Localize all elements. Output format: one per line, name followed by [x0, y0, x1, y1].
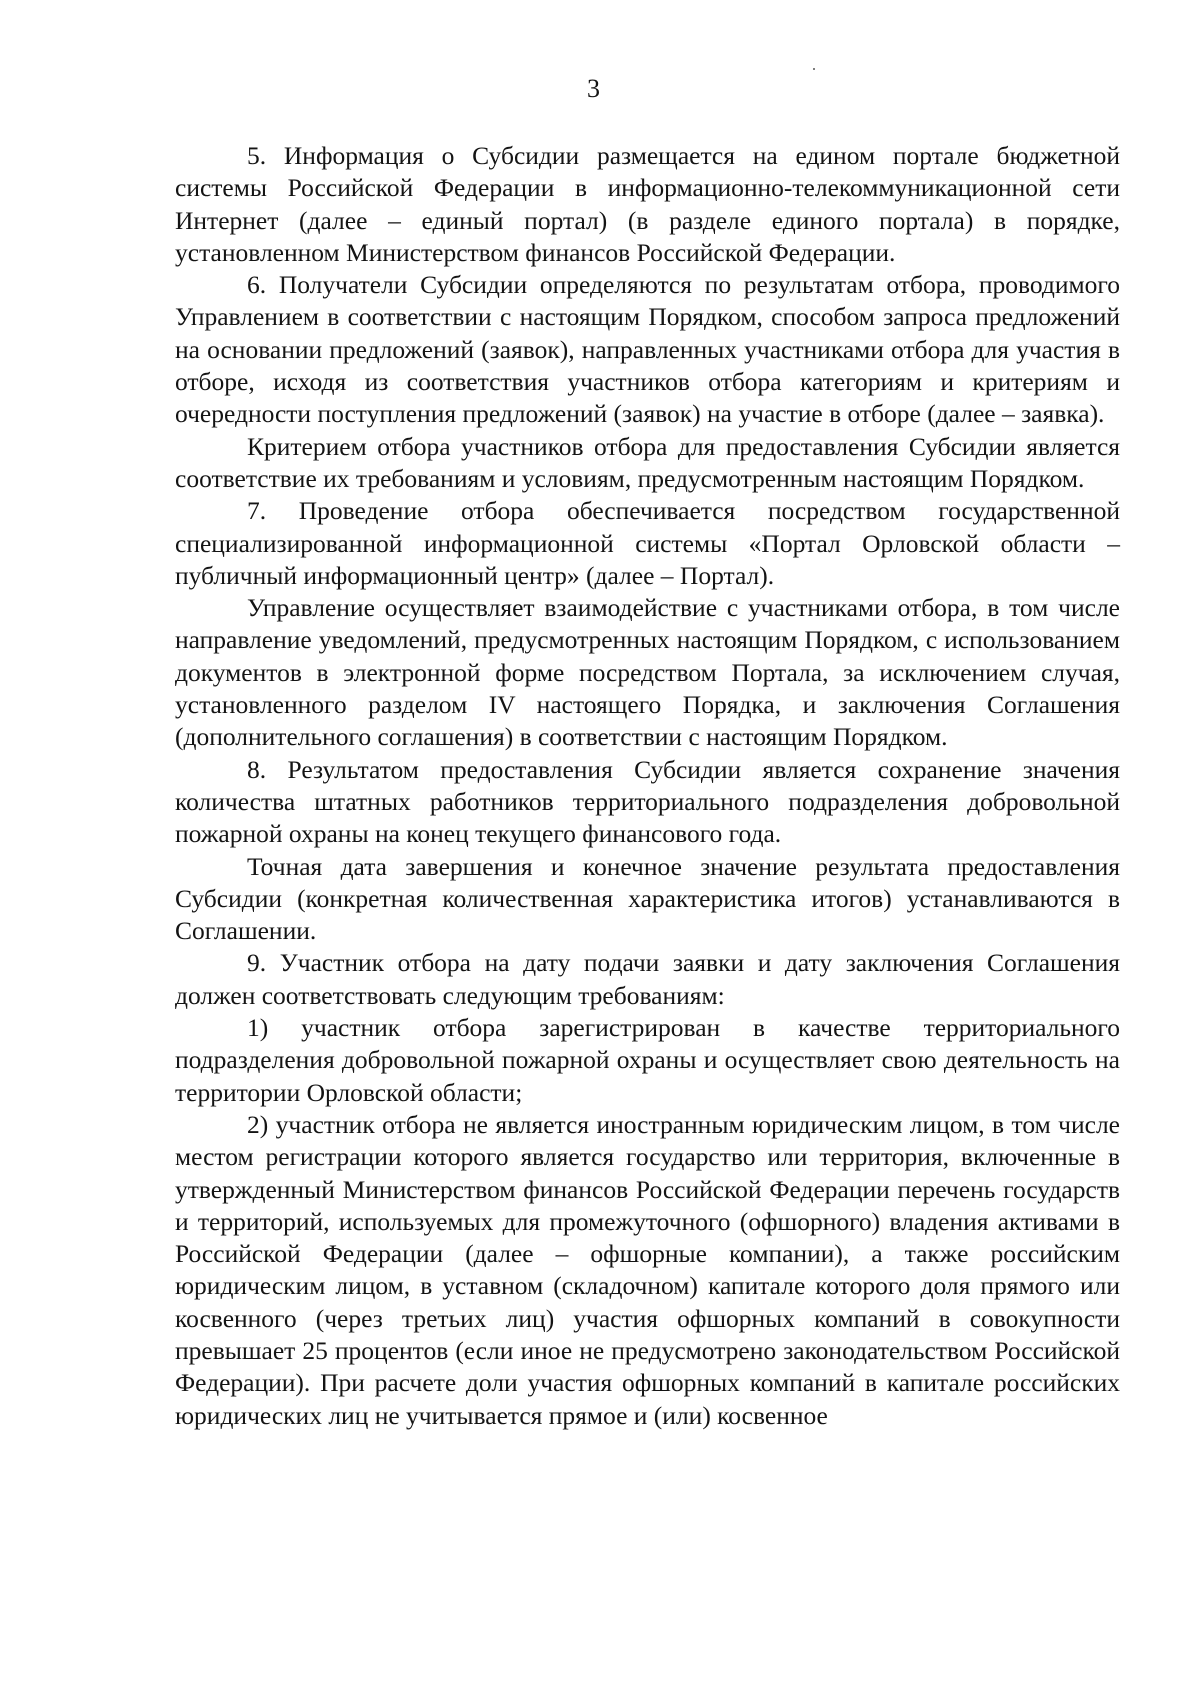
paragraph-5-portal-info: 5. Информация о Субсидии размещается на едином портале бюджетной системы Российской Федерации в информационно-телекоммуникационной сети Интернет (далее – единый портал) (в разделе единого портала) в порядке, установленном Министерством финансов Российской Федерации.	[175, 141, 1120, 267]
paragraph-6-recipients: 6. Получатели Субсидии определяются по результатам отбора, проводимого Управлением в соответствии с настоящим Порядком, способом запроса предложений на основании предложений (заявок), направленных участниками отбора для участия в отборе, исходя из соответствия участников отбора категориям и критериям и очередности поступления предложений (заявок) на участие в отборе (далее – заявка).	[175, 270, 1120, 429]
scan-speck	[813, 68, 815, 70]
paragraph-interaction: Управление осуществляет взаимодействие с участниками отбора, в том числе направление уведомлений, предусмотренных настоящим Порядком, с использованием документов в электронной форме посредством Портала, за исключением случая, установленного разделом IV настоящего Порядка, и заключения Соглашения (дополнительного соглашения) в соответствии с настоящим Порядком.	[175, 593, 1120, 752]
paragraph-result-date: Точная дата завершения и конечное значение результата предоставления Субсидии (конкретная количественная характеристика итогов) устанавливаются в Соглашении.	[175, 851, 1120, 946]
paragraph-8-result: 8. Результатом предоставления Субсидии является сохранение значения количества штатных работников территориального подразделения добровольной пожарной охраны на конец текущего финансового года.	[175, 754, 1120, 849]
paragraph-9-requirements: 9. Участник отбора на дату подачи заявки и дату заключения Соглашения должен соответствовать следующим требованиям:	[175, 948, 1120, 1010]
page-number: 3	[587, 74, 600, 103]
list-item-1-registration: 1) участник отбора зарегистрирован в качестве территориального подразделения добровольной пожарной охраны и осуществляет свою деятельность на территории Орловской области;	[175, 1013, 1120, 1107]
document-body	[175, 140, 1120, 1432]
list-item-2-offshore: 2) участник отбора не является иностранным юридическим лицом, в том числе местом регистрации которого является государство или территория, включенные в утвержденный Министерством финансов Российской Федерации перечень государств и территорий, используемых для промежуточного (офшорного) владения активами в Российской Федерации (далее – офшорные компании), а также российским юридическим лицом, в уставном (складочном) капитале которого доля прямого или косвенного (через третьих лиц) участия офшорных компаний в совокупности превышает 25 процентов (если иное не предусмотрено законодательством Российской Федерации). При расчете доли участия офшорных компаний в капитале российских юридических лиц не учитывается прямое и (или) косвенное	[175, 1109, 1120, 1430]
paragraph-selection-criterion: Критерием отбора участников отбора для предоставления Субсидии является соответствие их требованиям и условиям, предусмотренным настоящим Порядком.	[175, 431, 1120, 493]
paragraph-7-portal: 7. Проведение отбора обеспечивается посредством государственной специализированной информационной системы «Портал Орловской области – публичный информационный центр» (далее – Портал).	[175, 496, 1120, 590]
